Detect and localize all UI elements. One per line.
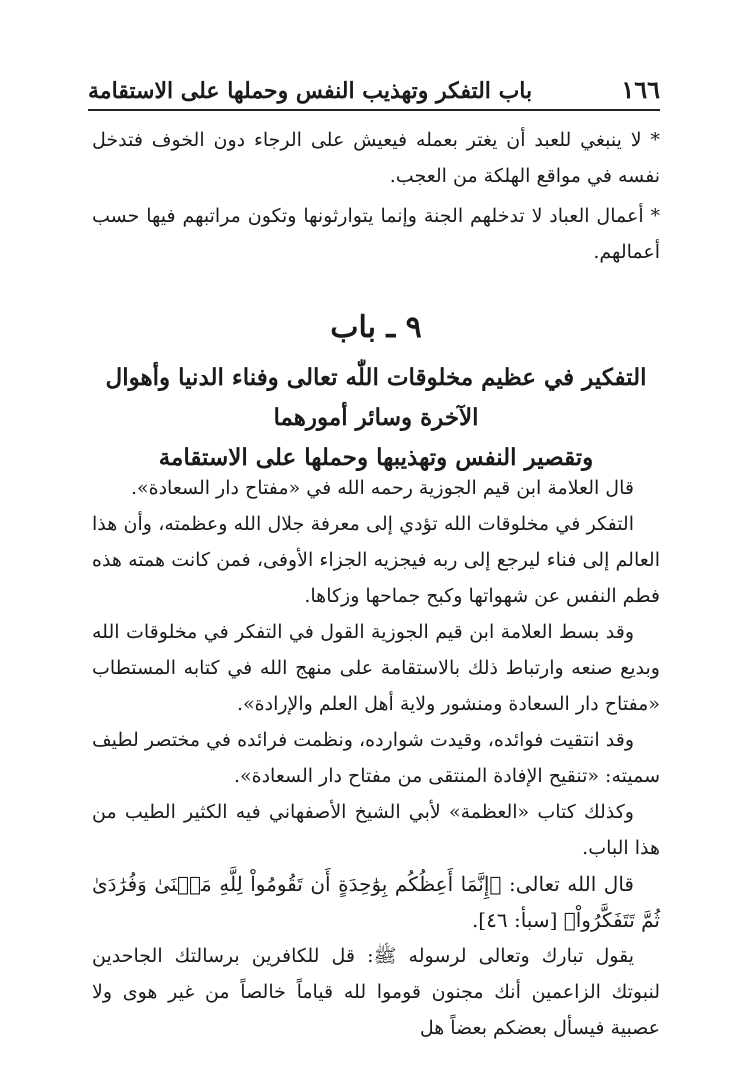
quran-intro: قال الله تعالى: <box>508 872 634 896</box>
chapter-title-line: وتقصير النفس وتهذيبها وحملها على الاستقامة <box>158 444 594 471</box>
paragraph: وقد انتقيت فوائده، وقيدت شوارده، ونظمت فرائده في مختصر لطيف سميته: «تنقيح الإفادة المنتقى من مفتاح دار السعادة». <box>92 729 660 787</box>
chapter-number: ٩ ـ باب <box>330 310 422 345</box>
paragraph: وكذلك كتاب «العظمة» لأبي الشيخ الأصفهاني فيه الكثير الطيب من هذا الباب. <box>92 801 660 859</box>
page-header <box>88 64 660 104</box>
page-number: ١٦٦ <box>621 75 660 104</box>
chapter-title-line: التفكير في عظيم مخلوقات اللّٰه تعالى وفناء الدنيا وأهوال الآخرة وسائر أمورهما <box>105 364 647 431</box>
running-title: باب التفكر وتهذيب النفس وحملها على الاستقامة <box>88 78 533 104</box>
header-divider <box>88 109 660 111</box>
quran-reference: [سبأ: ٤٦]. <box>471 908 558 932</box>
paragraph: وقد بسط العلامة ابن قيم الجوزية القول في التفكر في مخلوقات الله وبديع صنعه وارتباط ذلك بالاستقامة على منهج الله في كتابه المستطاب «مفتاح دار السعادة ومنشور ولاية أهل العلم والإرادة». <box>92 621 660 715</box>
paragraph: قال العلامة ابن قيم الجوزية رحمه الله في «مفتاح دار السعادة». <box>130 477 634 499</box>
bullet-list <box>92 122 660 274</box>
paragraph: التفكر في مخلوقات الله تؤدي إلى معرفة جلال الله وعظمته، وأن هذا العالم إلى فناء ليرجع إلى ربه فيجزيه الجزاء الأوفى، فمن كانت همته هذه فطم النفس عن شهواتها وكبح جماحها وزكاها. <box>92 513 660 607</box>
bullet-item: * لا ينبغي للعبد أن يغتر بعمله فيعيش على الرجاء دون الخوف فتدخل نفسه في مواقع الهلكة من العجب. <box>92 129 660 187</box>
bullet-item: * أعمال العباد لا تدخلهم الجنة وإنما يتوارثونها وتكون مراتبهم فيها حسب أعمالهم. <box>92 205 660 263</box>
body-text <box>92 470 660 1046</box>
paragraph: يقول تبارك وتعالى لرسوله ﷺ: قل للكافرين برسالتك الجاحدين لنبوتك الزاعمين أنك مجنون قوموا لله قياماً خالصاً من غير هوى ولا عصبية فيسأل بعضكم بعضاً هل <box>92 945 660 1039</box>
chapter-title <box>92 358 660 478</box>
quran-quote <box>92 866 660 938</box>
quran-verse: ﴿إِنَّمَا أَعِظُكُم بِوَٰحِدَةٍ أَن تَقُومُواْ لِلَّهِ مَثۡنَىٰ وَفُرَٰدَىٰ ثُمَّ تَتَفَكَّرُواْ﴾ <box>92 872 660 932</box>
